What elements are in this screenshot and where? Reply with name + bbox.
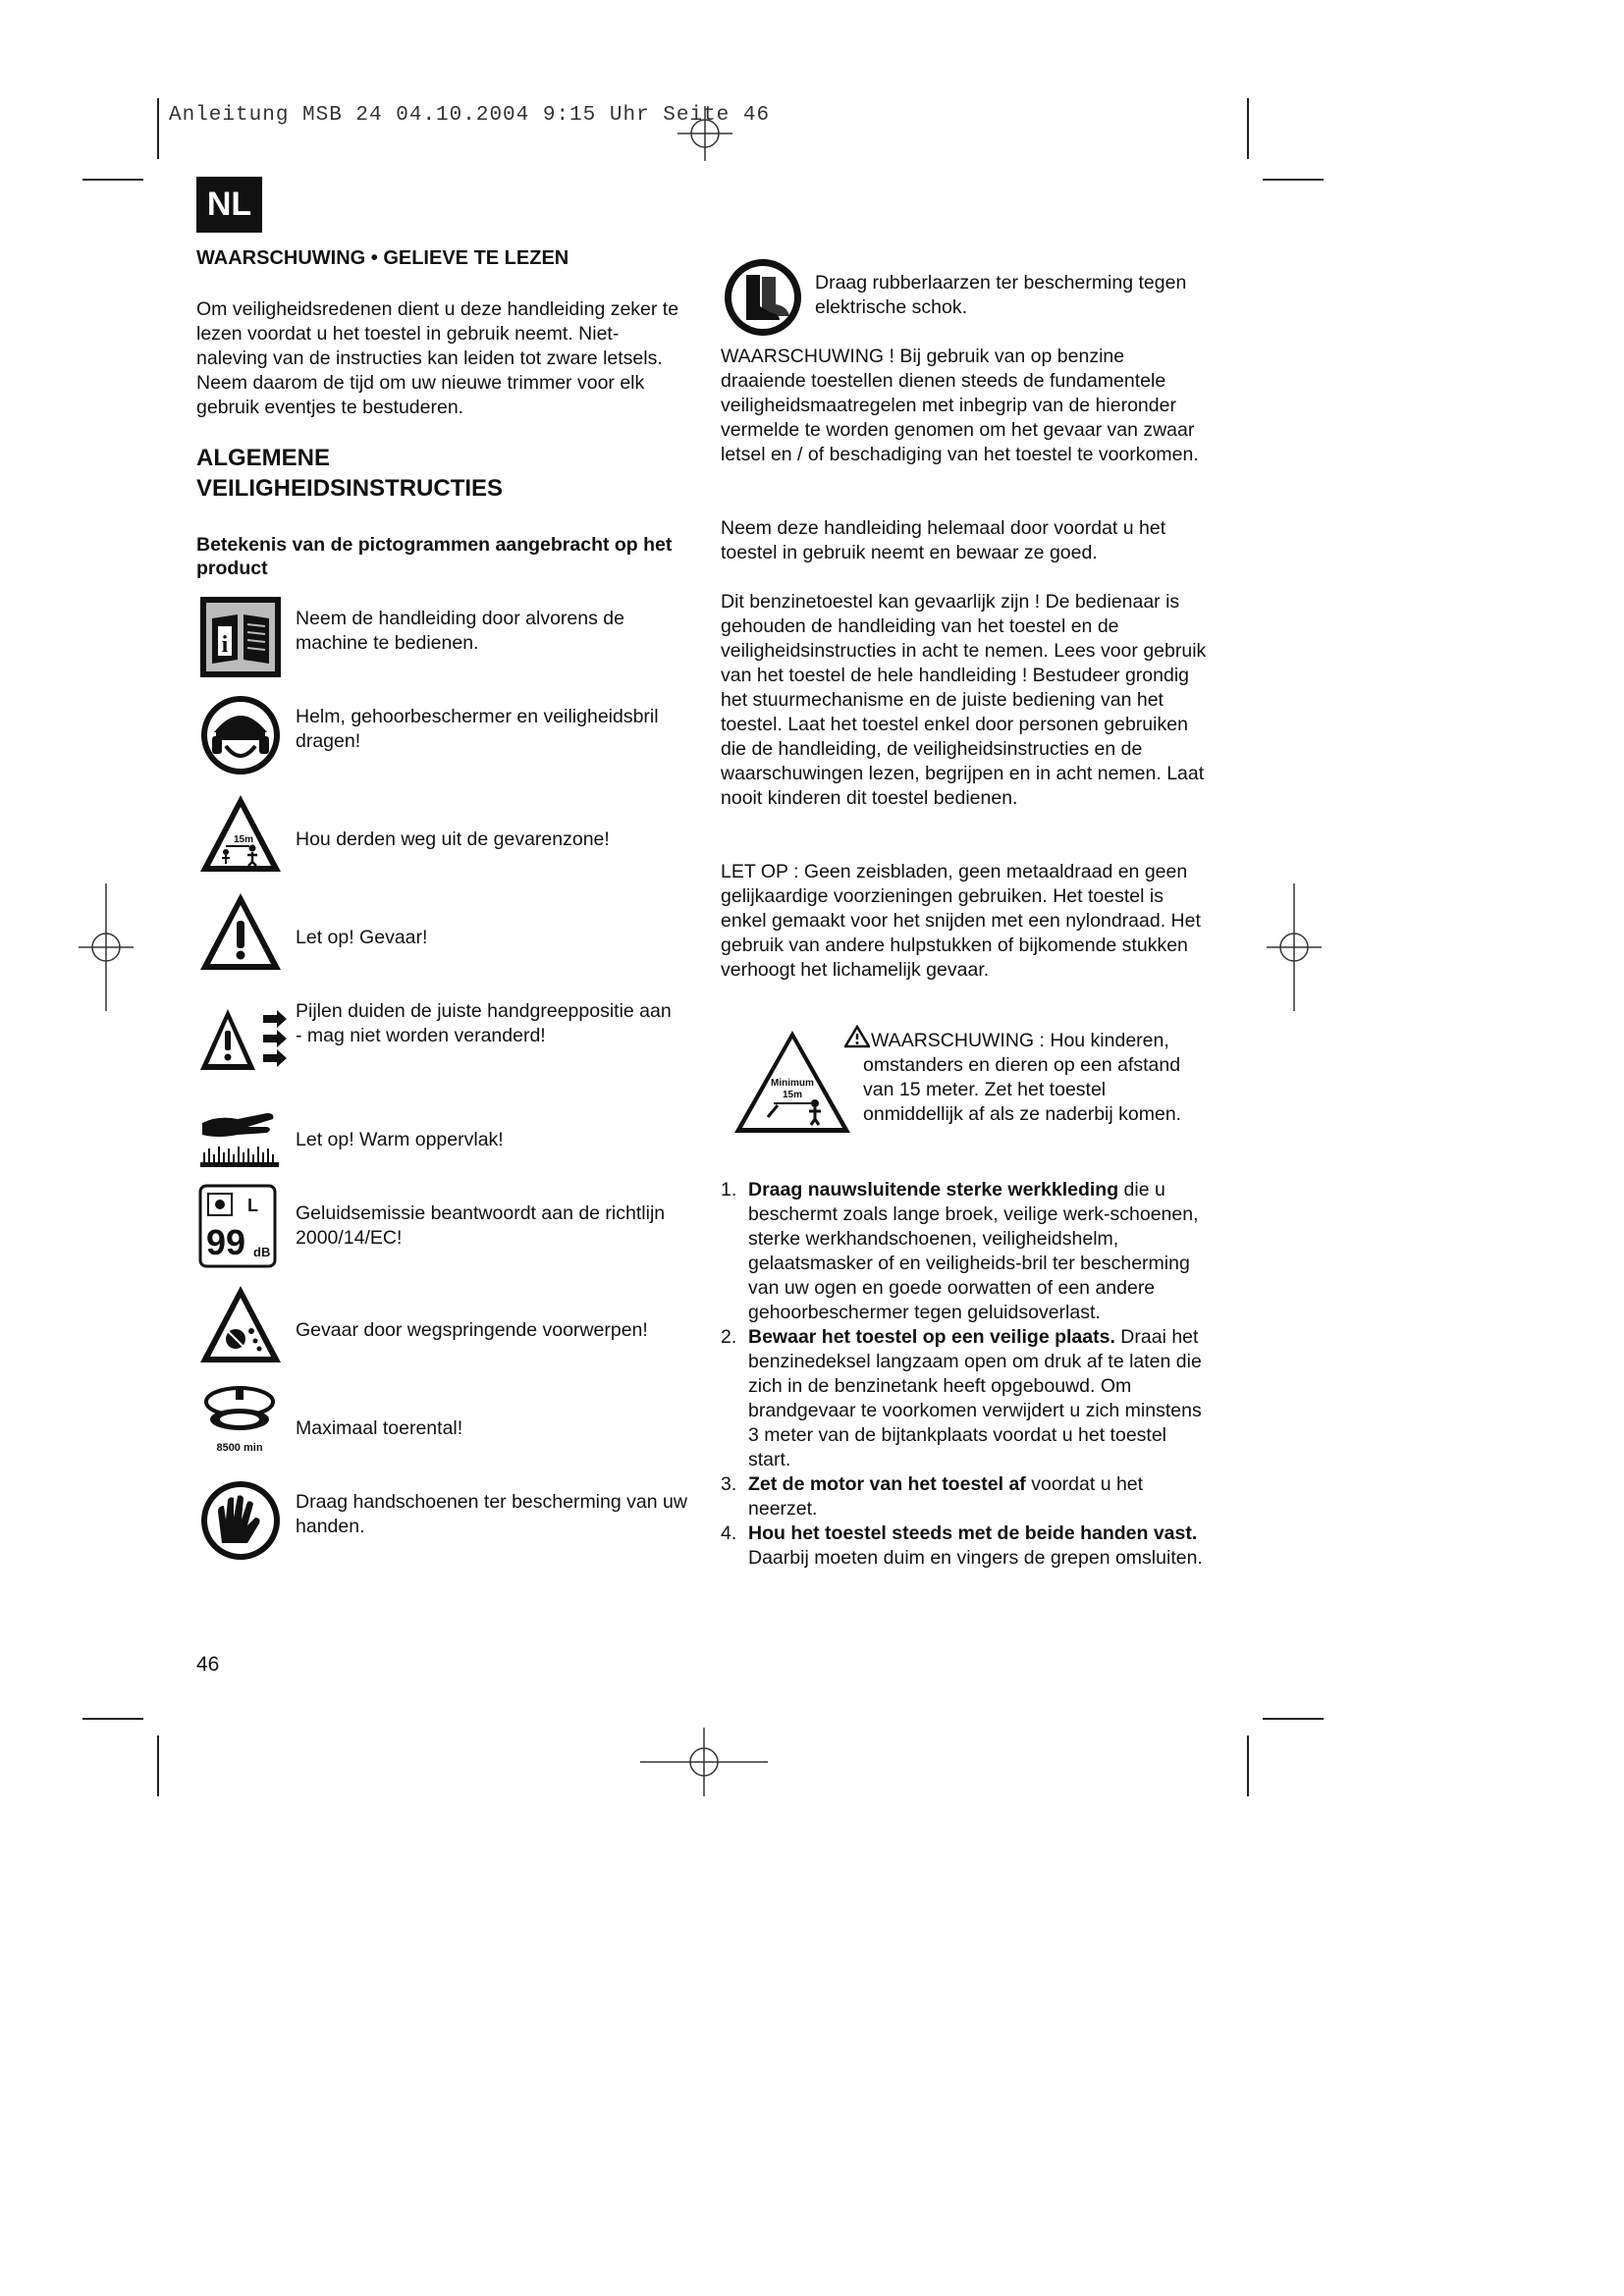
gloves-icon [198,1478,283,1563]
rule-number: 4. [721,1522,737,1544]
registration-mark-icon [640,1728,768,1796]
pictogram-text-distance: Hou derden weg uit de gevarenzone! [296,828,610,850]
language-badge: NL [196,177,262,233]
list-item [721,1178,1212,1325]
noise-icon [198,1184,277,1268]
max-speed-label: 8500 min [216,1442,263,1454]
projectile-icon [198,1282,283,1366]
helmet-icon [198,693,283,777]
pictogram-text-gloves: Draag handschoenen ter bescherming van uw handen. [296,1491,687,1537]
note-paragraph: LET OP : Geen zeisbladen, geen metaaldraad en geen gelijkaardige voorzieningen gebruiken. Het toestel is enkel gemaakt voor het snijden met een nylondraad. Het gebruik van andere hulpstukken of bijkomende stukken verhoogt het lichamelijk gevaar. [721,861,1201,981]
pictogram-text-arrows [296,999,688,1048]
crop-mark [1263,1718,1324,1720]
boots-text: Draag rubberlaarzen ter bescherming tegen elektrische schok. [815,272,1187,318]
pictogram-text-hot-surface: Let op! Warm oppervlak! [296,1129,504,1150]
rule-bold: Zet de motor van het toestel af [748,1473,1026,1495]
distance-warning-icon [198,791,283,876]
rule-number: 1. [721,1179,737,1201]
attention-icon [198,889,283,974]
minimum-distance-sign [732,1029,852,1137]
list-item [721,1472,1212,1522]
svg-text:i: i [221,632,229,658]
noise-unit: dB [253,1245,271,1259]
section-title [196,443,503,504]
sign-label-distance: 15m [782,1090,803,1100]
crop-mark [1263,179,1324,181]
list-item [721,1522,1212,1571]
pictogram-text-max-speed: Maximaal toerental! [296,1417,463,1439]
danger-paragraph: Dit benzinetoestel kan gevaarlijk zijn ! De bedienaar is gehouden de handleiding van het toestel en de veiligheidsinstructies in acht te nemen. Lees voor gebruik van het toestel de hele handleiding ! Bestudeer grondig het stuurmechanisme en de juiste bediening van het toestel. Laat het toestel enkel door personen gebruiken die de handleiding, de veiligheidsinstructies en de waarschuwingen lezen, begrijpen en in acht nemen. Laat nooit kinderen dit toestel bedienen. [721,591,1207,809]
rule-text: voordat u het neerzet. [748,1473,1144,1520]
warning-box-text: WAARSCHUWING : Hou kinderen, omstanders en dieren op een afstand van 15 meter. Zet het toestel onmiddellijk af als ze naderbij komen. [863,1030,1182,1125]
rule-bold: Hou het toestel steeds met de beide handen vast. [748,1522,1198,1544]
pictogram-text-projectile: Gevaar door wegspringende voorwerpen! [296,1319,648,1341]
pictogram-text-helmet: Helm, gehoorbeschermer en veiligheidsbril dragen! [296,706,659,752]
warning-heading: WAARSCHUWING • GELIEVE TE LEZEN [196,247,569,269]
warning-paragraph: WAARSCHUWING ! Bij gebruik van op benzine draaiende toestellen dienen steeds de fundamentele veiligheidsmaatregelen met inbegrip van de hieronder vermelde te worden genomen om het gevaar van zwaar letsel en / of beschadiging van het toestel te voorkomen. [721,346,1199,465]
pictogram-text-manual: Neem de handleiding door alvorens de machine te bedienen. [296,608,624,654]
section-title-line-1: ALGEMENE [196,445,331,471]
rule-bold: Bewaar het toestel op een veilige plaats. [748,1326,1115,1348]
distance-label: 15m [234,834,254,845]
crop-mark [82,179,143,181]
registration-mark-icon [1267,883,1322,1011]
page-number: 46 [196,1653,220,1676]
crop-mark [82,1718,143,1720]
rule-number: 2. [721,1326,737,1348]
crop-mark [157,98,159,159]
sign-label-minimum: Minimum [771,1078,814,1089]
manual-icon [198,595,283,679]
pictogram-text-attention: Let op! Gevaar! [296,927,428,948]
noise-lwa-label: L [247,1196,258,1215]
rule-text: Draai het benzinedeksel langzaam open om druk af te laten die zich in de benzinetank heeft opgebouwd. Om brandgevaar te voorkomen verwijdert u zich minstens 3 meter van de bijtankplaats voordat u het toestel start. [748,1326,1202,1470]
arrows-text-line-1: Pijlen duiden de juiste handgreeppositie aan [296,1000,672,1022]
crop-mark [157,1735,159,1796]
boots-icon [723,257,803,338]
hot-surface-icon [198,1105,281,1170]
pictogram-text-noise: Geluidsemissie beantwoordt aan de richtlijn 2000/14/EC! [296,1202,666,1249]
print-header: Anleitung MSB 24 04.10.2004 9:15 Uhr Seite 46 [169,104,771,127]
pictogram-subheading: Betekenis van de pictogrammen aangebracht op het product [196,534,673,579]
max-speed-icon [198,1380,281,1459]
arrows-text-line-2: - mag niet worden veranderd! [296,1025,546,1046]
crop-mark [1247,98,1249,159]
rule-number: 3. [721,1473,737,1495]
registration-mark-icon [677,106,732,161]
section-title-line-2: VEILIGHEIDSINSTRUCTIES [196,475,504,502]
rule-text: die u beschermt zoals lange broek, veilige werk-schoenen, sterke werkhandschoenen, veiligheidshelm, gelaatsmasker of en veiligheids-bril ter bescherming van uw ogen en goede oorwatten of een andere gehoorbeschermer tegen geluidsoverlast. [748,1179,1199,1323]
noise-value: 99 [206,1222,246,1262]
rule-bold: Draag nauwsluitende sterke werkkleding [748,1179,1119,1201]
list-item [721,1325,1212,1472]
intro-paragraph: Om veiligheidsredenen dient u deze handleiding zeker te lezen voordat u het toestel in gebruik neemt. Niet-naleving van de instructies kan leiden tot zware letsels. Neem daarom de tijd om uw nieuwe trimmer voor elk gebruik eventjes te bestuderen. [196,298,679,418]
manual-paragraph: Neem deze handleiding helemaal door voordat u het toestel in gebruik neemt en bewaar ze goed. [721,517,1166,563]
arrows-icon [198,1005,289,1074]
rule-text: Daarbij moeten duim en vingers de grepen omsluiten. [748,1547,1203,1569]
safety-rules-list [721,1178,1212,1571]
crop-mark [1247,1735,1249,1796]
registration-mark-icon [79,883,134,1011]
